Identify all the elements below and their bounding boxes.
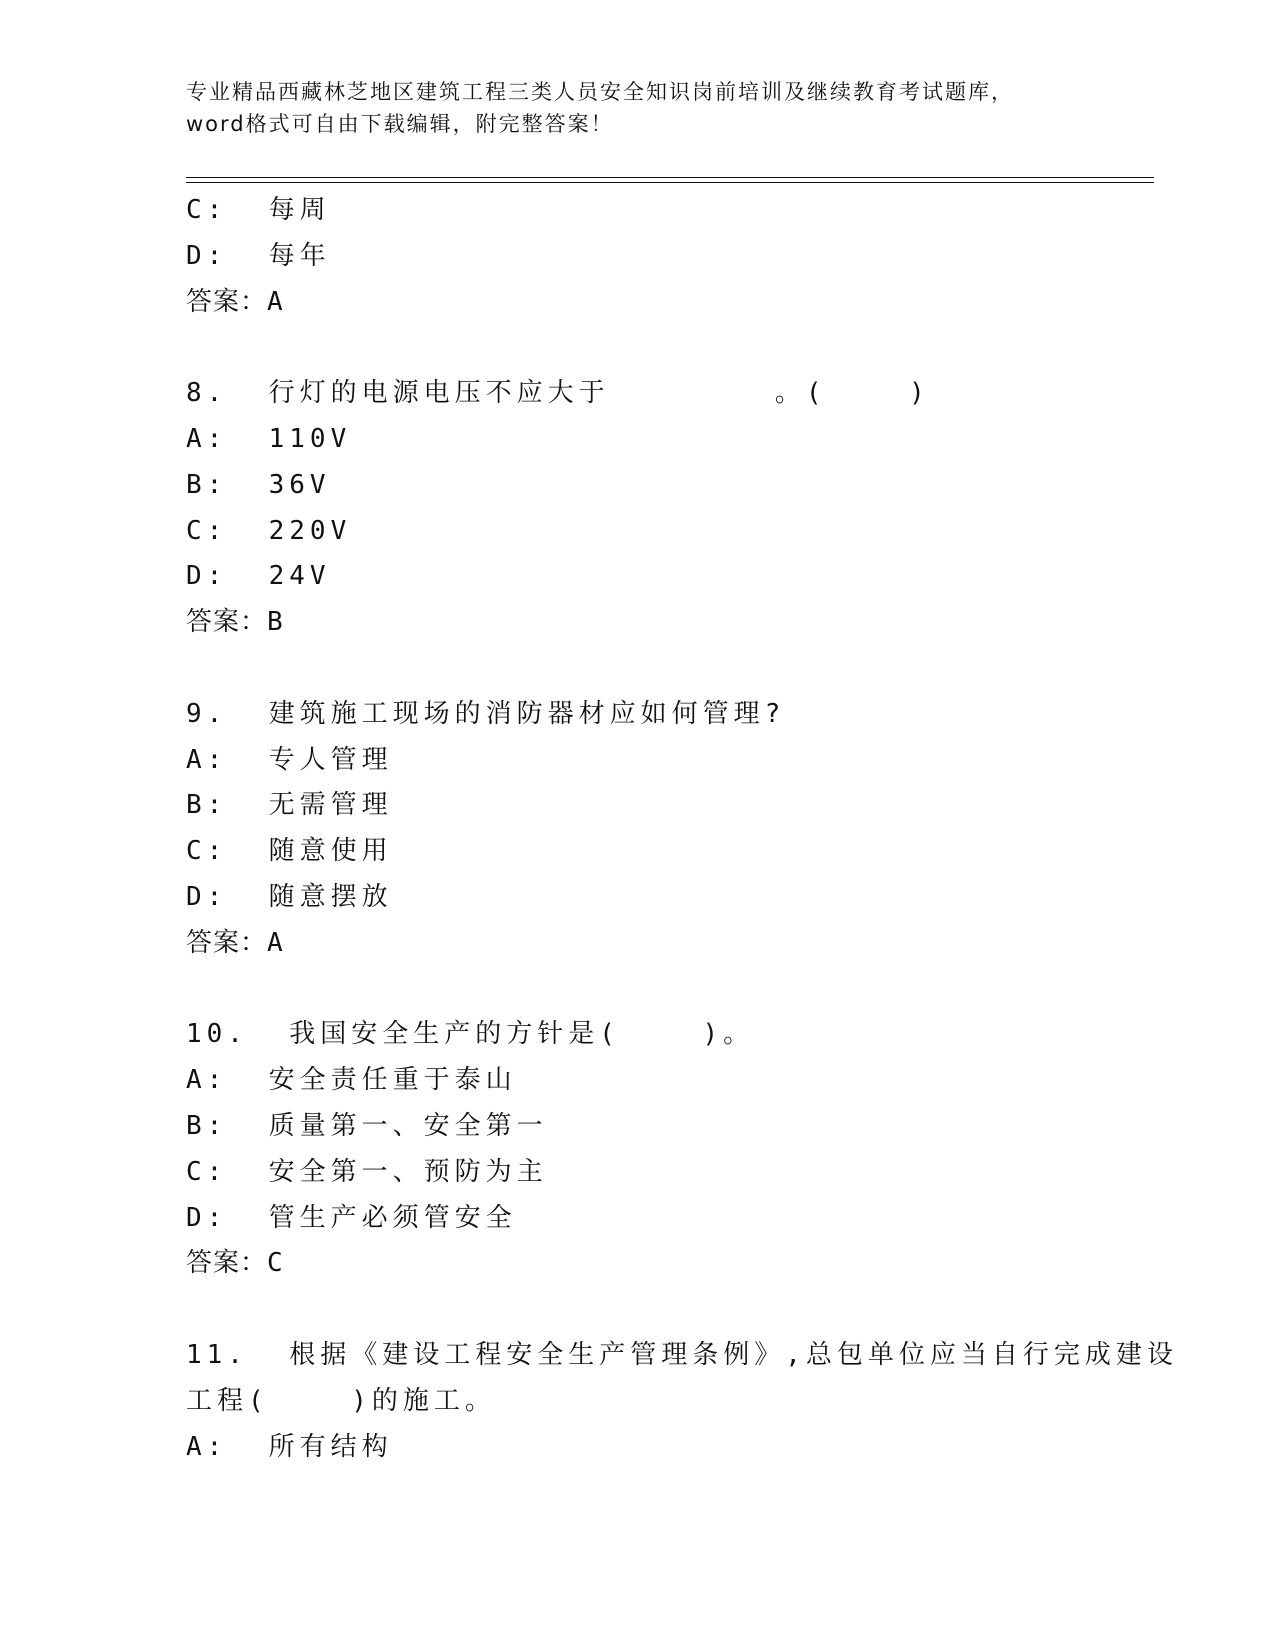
answer: 答案：B <box>186 607 284 638</box>
spacer <box>186 646 1086 692</box>
header-rule-bottom <box>186 182 1154 183</box>
option-b: B: 36V <box>186 469 331 500</box>
option-c: C: 每周 <box>186 195 331 225</box>
question-stem-continued: 工程( )的施工。 <box>186 1385 496 1416</box>
spacer <box>186 967 1086 1013</box>
spacer <box>186 1287 1086 1333</box>
document-header <box>186 76 1086 140</box>
question-list <box>186 188 1178 1470</box>
question-stem: 10. 我国安全生产的方针是( )。 <box>186 1019 755 1050</box>
previous-question <box>186 188 1086 325</box>
question-8 <box>186 371 1086 646</box>
option-d: D: 每年 <box>186 240 331 271</box>
answer: 答案：A <box>186 927 284 958</box>
option-c: C: 安全第一、预防为主 <box>186 1156 548 1187</box>
question-stem: 9. 建筑施工现场的消防器材应如何管理? <box>186 698 786 729</box>
question-10 <box>186 1012 1086 1287</box>
answer: 答案：A <box>186 286 284 317</box>
option-d: D: 随意摆放 <box>186 881 393 912</box>
option-d: D: 24V <box>186 561 331 592</box>
question-stem: 11. 根据《建设工程安全生产管理条例》,总包单位应当自行完成建设 <box>186 1339 1178 1370</box>
option-b: B: 无需管理 <box>186 790 393 821</box>
option-c: C: 随意使用 <box>186 836 393 867</box>
option-a: A: 110V <box>186 423 352 454</box>
option-c: C: 220V <box>186 515 352 546</box>
answer: 答案：C <box>186 1248 284 1279</box>
option-a: A: 所有结构 <box>186 1431 393 1462</box>
question-stem: 8. 行灯的电源电压不应大于 。( ) <box>186 378 930 409</box>
header-rule-top <box>186 177 1154 178</box>
question-11 <box>186 1333 1178 1470</box>
option-a: A: 安全责任重于泰山 <box>186 1065 517 1096</box>
option-a: A: 专人管理 <box>186 744 393 775</box>
header-line-2: word格式可自由下载编辑，附完整答案！ <box>186 112 614 136</box>
spacer <box>186 325 1086 371</box>
option-d: D: 管生产必须管安全 <box>186 1202 517 1233</box>
header-line-1: 专业精品西藏林芝地区建筑工程三类人员安全知识岗前培训及继续教育考试题库， <box>186 80 1014 104</box>
option-b: B: 质量第一、安全第一 <box>186 1110 548 1141</box>
question-9 <box>186 692 1086 967</box>
